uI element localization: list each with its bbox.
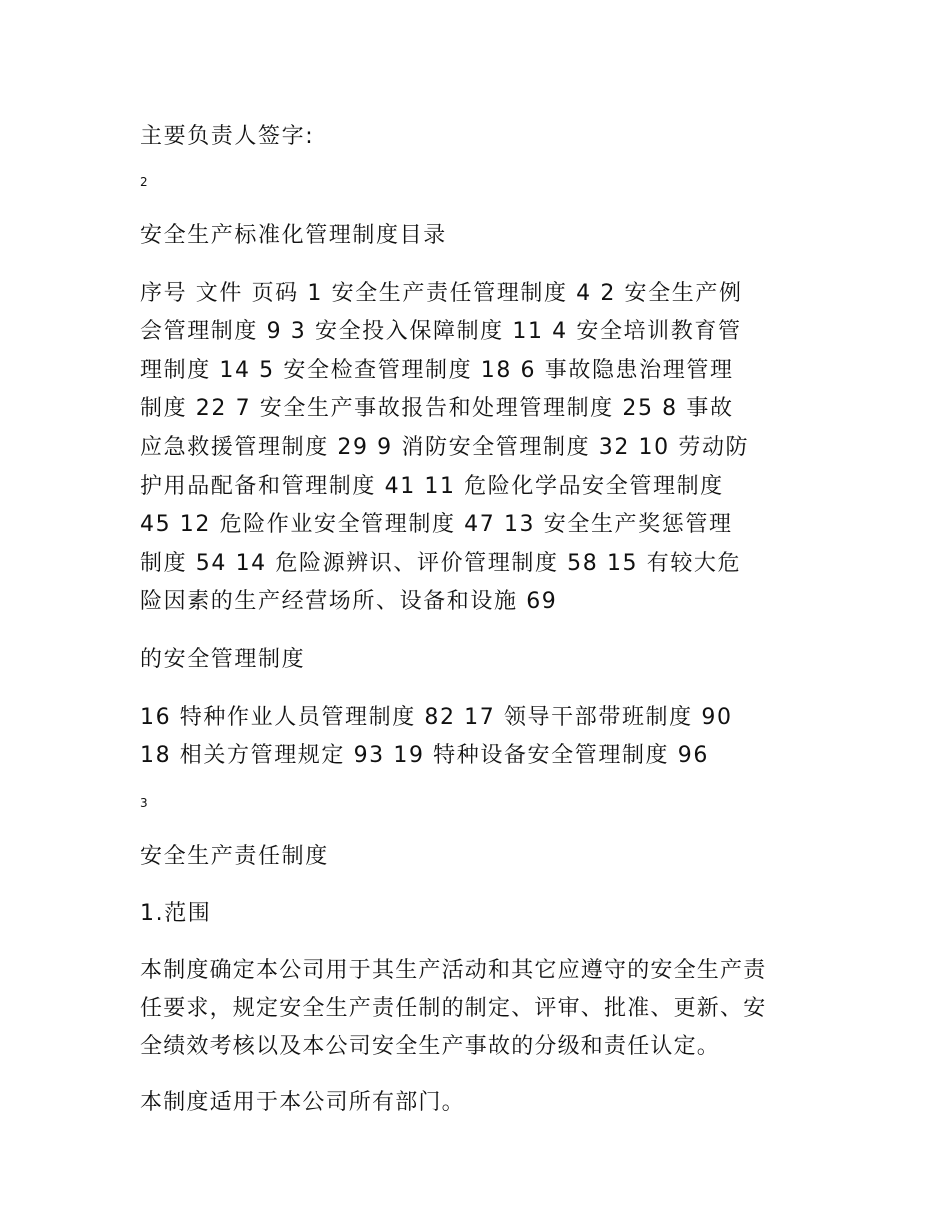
section-title: 安全生产责任制度 xyxy=(140,844,329,869)
scope-paragraph-line: 任要求，规定安全生产责任制的制定、评审、批准、更新、安 xyxy=(140,996,767,1021)
toc-line: 险因素的生产经营场所、设备和设施 69 xyxy=(140,589,558,614)
page-number: 2 xyxy=(140,175,148,189)
scope-paragraph-line: 全绩效考核以及本公司安全生产事故的分级和责任认定。 xyxy=(140,1034,721,1059)
toc-line: 18 相关方管理规定 93 19 特种设备安全管理制度 96 xyxy=(140,743,709,768)
toc-line: 应急救援管理制度 29 9 消防安全管理制度 32 10 劳动防 xyxy=(140,435,750,460)
toc-line: 制度 54 14 危险源辨识、评价管理制度 58 15 有较大危 xyxy=(140,551,742,576)
page-number: 3 xyxy=(140,796,148,810)
toc-line: 序号 文件 页码 1 安全生产责任管理制度 4 2 安全生产例 xyxy=(140,281,743,306)
signature-label: 主要负责人签字: xyxy=(140,124,315,149)
toc-line: 16 特种作业人员管理制度 82 17 领导干部带班制度 90 xyxy=(140,705,733,730)
toc-line: 理制度 14 5 安全检查管理制度 18 6 事故隐患治理管理 xyxy=(140,358,734,383)
subsection-title: 1.范围 xyxy=(140,901,212,926)
toc-line: 护用品配备和管理制度 41 11 危险化学品安全管理制度 xyxy=(140,474,724,499)
toc-line: 会管理制度 9 3 安全投入保障制度 11 4 安全培训教育管 xyxy=(140,319,742,344)
scope-paragraph-line: 本制度确定本公司用于其生产活动和其它应遵守的安全生产责 xyxy=(140,958,767,983)
toc-continuation: 的安全管理制度 xyxy=(140,647,306,672)
applicability-paragraph: 本制度适用于本公司所有部门。 xyxy=(140,1090,465,1115)
toc-title: 安全生产标准化管理制度目录 xyxy=(140,223,447,248)
toc-line: 45 12 危险作业安全管理制度 47 13 安全生产奖惩管理 xyxy=(140,512,733,537)
toc-line: 制度 22 7 安全生产事故报告和处理管理制度 25 8 事故 xyxy=(140,396,734,421)
